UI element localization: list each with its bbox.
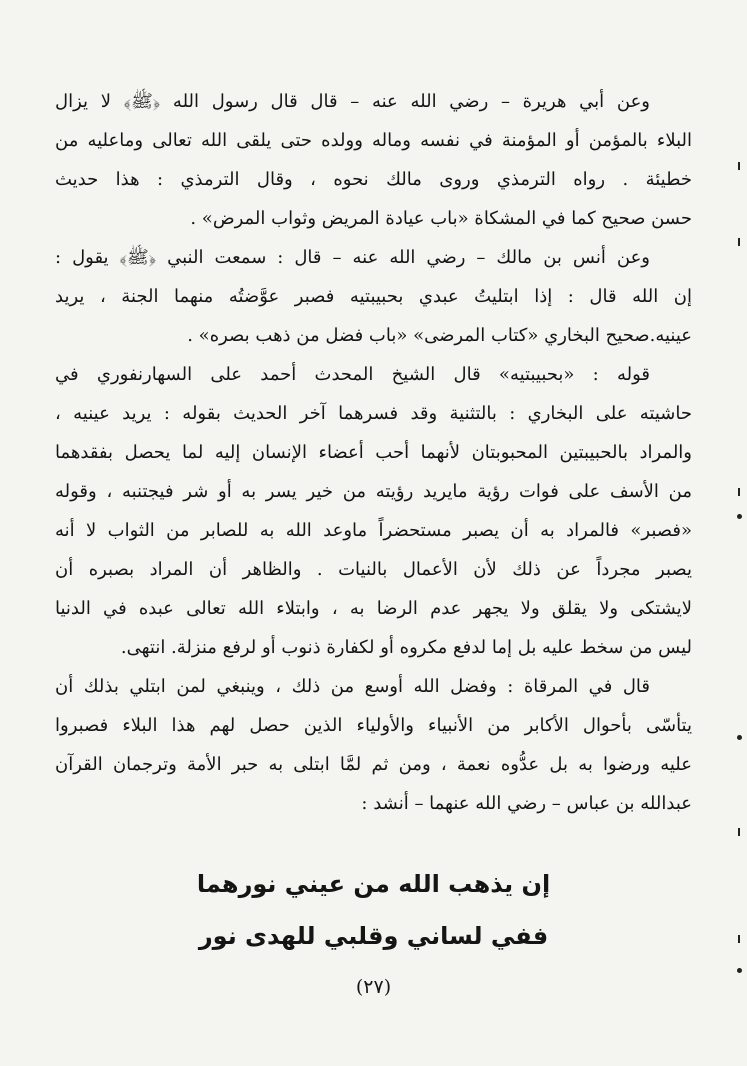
text-line: من الأسف على فوات رؤية مايريد رؤيته من خير يسر به أو شر فيجتنبه ، وقوله [55, 481, 692, 502]
scan-margin-mark [738, 488, 740, 496]
text-line: وعن أبي هريرة – رضي الله عنه – قال قال رسول الله ﴿ﷺ﴾ لا يزال [55, 91, 650, 112]
scan-margin-mark [738, 162, 740, 170]
text-line: قال في المرقاة : وفضل الله أوسع من ذلك ، وينبغي لمن ابتلي بذلك أن [55, 676, 650, 697]
scan-margin-mark [737, 514, 742, 519]
scan-margin-mark [738, 828, 740, 836]
hadith-anas-paragraph [55, 238, 692, 355]
page-number: (٢٧) [355, 976, 392, 998]
hadith-abu-hurayra-paragraph [55, 82, 692, 238]
text-line: «فصبر» فالمراد به أن يصبر مستحضراً ماوعد الله به للصابر من الثواب لا أنه [55, 520, 692, 541]
text-line: حسن صحيح كما في المشكاة «باب عيادة المريض وثواب المرض» . [190, 208, 692, 229]
text-line: وعن أنس بن مالك – رضي الله عنه – قال : سمعت النبي ﴿ﷺ﴾ يقول : [55, 247, 650, 268]
text-line: عبدالله بن عباس – رضي الله عنهما – أنشد : [361, 793, 692, 814]
text-line: عينيه.صحيح البخاري «كتاب المرضى» «باب فضل من ذهب بصره» . [187, 325, 692, 346]
scan-margin-mark [738, 238, 740, 246]
poem-verse-first-hemistich: إن يذهب الله من عيني نورهما [196, 870, 551, 898]
text-line: ليس من سخط عليه بل إما لدفع مكروه أو لكفارة ذنوب أو لرفع منزلة. انتهى. [120, 637, 692, 658]
mirqat-paragraph [55, 667, 692, 823]
text-line: قوله : «بحبيبتيه» قال الشيخ المحدث أحمد على السهارنفوري في [55, 364, 650, 385]
text-line: لايشتكى ولا يقلق ولا يجهر عدم الرضا به ، وابتلاء الله تعالى عبده في الدنيا [55, 598, 692, 619]
text-line: البلاء بالمؤمن أو المؤمنة في نفسه وماله وولده حتى يلقى الله تعالى وماعليه من [55, 130, 692, 151]
scan-margin-mark [737, 968, 742, 973]
text-line: يتأسّى بأحوال الأكابر من الأنبياء والأولياء الذين حصل لهم هذا البلاء فصبروا [55, 715, 692, 736]
text-line: إن الله قال : إذا ابتليتُ عبدي بحبيبتيه فصبر عوَّضتُه منهما الجنة ، يريد [55, 286, 692, 307]
scan-margin-mark [737, 735, 742, 740]
text-line: والمراد بالحبيبتين المحبوبتان لأنهما أحب أعضاء الإنسان إليه لما يحصل بفقدهما [55, 442, 692, 463]
text-line: عليه ورضوا به بل عدُّوه نعمة ، ومن ثم لمَّا ابتلى به حبر الأمة وترجمان القرآن [55, 754, 692, 775]
text-line: خطيئة . رواه الترمذي وروى مالك نحوه ، وقال الترمذي : هذا حديث [55, 169, 692, 190]
text-line: حاشيته على البخاري : بالتثنية وقد فسرهما آخر الحديث بقوله : يريد عينيه ، [55, 403, 692, 424]
document-body [55, 82, 692, 823]
text-line: يصبر مجرداً عن ذلك لأن الأعمال بالنيات . والظاهر أن المراد بصبره أن [55, 559, 692, 580]
scan-margin-mark [738, 935, 740, 943]
commentary-paragraph [55, 355, 692, 667]
poem-verse-second-hemistich: ففي لساني وقلبي للهدى نور [198, 922, 549, 950]
